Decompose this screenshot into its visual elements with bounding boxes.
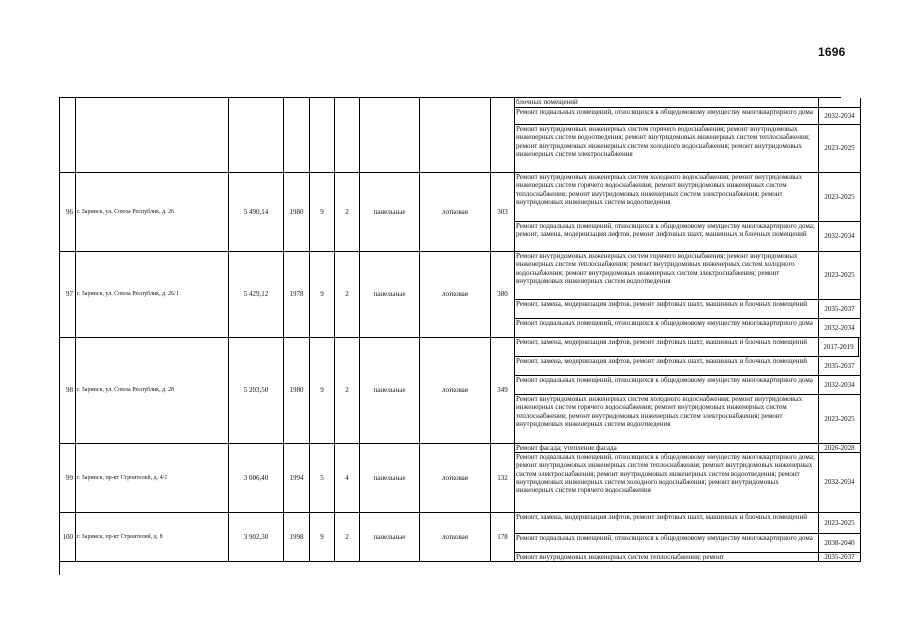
address-cell: г. Заринск, ул. Союза Республик, д. 28: [76, 338, 229, 444]
work-cell: Ремонт, замена, модернизация лифтов, ремонт лифтовых шахт, машинных и блочных помещений: [515, 357, 819, 376]
work-cell: Ремонт фасада; утепление фасада: [515, 444, 819, 453]
period-cell: 2023-2025: [819, 125, 861, 173]
roof-type-cell: лотковая: [420, 338, 491, 444]
entrances-cell: 2: [335, 513, 360, 562]
work-cell: Ремонт внутридомовых инженерных систем горячего водоснабжения; ремонт внутридомовых инженерных систем теплоснабжения; ремонт внутридомовых инженерных систем холодного водоснабжения; ремонт внутридомовых инженерных систем электроснабжения; ремонт внутридомовых инженерных систем водоотведения: [515, 252, 819, 300]
cont-entrances-cell: [335, 98, 360, 173]
row-number: 97: [60, 252, 76, 338]
wall-material-cell: панельные: [360, 173, 420, 252]
work-cell: Ремонт подвальных помещений, относящихся к общедомовому имуществу многоквартирного дома; ремонт, замена, модернизация лифтов, ремонт лифтовых шахт, машинных и блочных помещений: [515, 222, 819, 252]
cont-wall-cell: [360, 98, 420, 173]
entrances-cell: 2: [335, 252, 360, 338]
floors-cell: 9: [310, 338, 335, 444]
residents-cell: 303: [491, 173, 515, 252]
work-cell: Ремонт подвальных помещений, относящихся к общедомовому имуществу многоквартирного дома: [515, 108, 819, 125]
year-cell: 1998: [284, 513, 310, 562]
floors-cell: 9: [310, 173, 335, 252]
floors-cell: 5: [310, 444, 335, 513]
wall-material-cell: панельные: [360, 252, 420, 338]
roof-type-cell: лотковая: [420, 252, 491, 338]
year-cell: 1994: [284, 444, 310, 513]
address-cell: г. Заринск, пр-кт Строителей, д. 8: [76, 513, 229, 562]
period-cell: 2035-2037: [819, 357, 861, 376]
period-cell: 2023-2025: [819, 252, 861, 300]
area-cell: 5 429,12: [229, 252, 284, 338]
cont-floors-cell: [310, 98, 335, 173]
work-cell: Ремонт, замена, модернизация лифтов, ремонт лифтовых шахт, машинных и блочных помещений: [515, 338, 819, 357]
address-cell: г. Заринск, ул. Союза Республик, д. 26/1: [76, 252, 229, 338]
period-cell: 2026-2028: [819, 444, 861, 453]
wall-material-cell: панельные: [360, 444, 420, 513]
entrances-cell: 2: [335, 338, 360, 444]
capital-repair-table: [59, 97, 855, 575]
wall-material-cell: панельные: [360, 338, 420, 444]
area-cell: 3 902,30: [229, 513, 284, 562]
row-number: 96: [60, 173, 76, 252]
address-cell: г. Заринск, ул. Союза Республик, д. 26: [76, 173, 229, 252]
work-cell: Ремонт подвальных помещений, относящихся к общедомовому имуществу многоквартирного дома: [515, 534, 819, 553]
address-cell: г. Заринск, пр-кт Строителей, д. 4/1: [76, 444, 229, 513]
work-cell: Ремонт внутридомовых инженерных систем горячего водоснабжения; ремонт внутридомовых инженерных систем водоотведения; ремонт внутридомовых инженерных систем теплоснабжения; ремонт внутридомовых инженерных систем холодного водоснабжения; ремонт внутридомовых инженерных систем электроснабжения: [515, 125, 819, 173]
cont-address-cell: [76, 98, 229, 173]
row-number: 99: [60, 444, 76, 513]
cont-num-cell: [60, 98, 76, 173]
residents-cell: 178: [491, 513, 515, 562]
work-cell: Ремонт внутридомовых инженерных систем холодного водоснабжения; ремонт внутридомовых инженерных систем горячего водоснабжения; ремонт внутридомовых инженерных систем теплоснабжения; ремонт внутридомовых инженерных систем электроснабжения; ремонт внутридомовых инженерных систем водоотведения: [515, 173, 819, 222]
period-cell: 2032-2034: [819, 453, 861, 513]
entrances-cell: 4: [335, 444, 360, 513]
floors-cell: 9: [310, 513, 335, 562]
work-cell: Ремонт подвальных помещений, относящихся к общедомовому имуществу многоквартирного дома; ремонт внутридомовых инженерных систем теплоснабжения; ремонт внутридомовых инженерных систем электроснабжения; ремонт внутридомовых инженерных систем водоотведения; ремонт внутридомовых инженерных систем холодного водоснабжения; ремонт внутридомовых инженерных систем горячего водоснабжения: [515, 453, 819, 513]
wall-material-cell: панельные: [360, 513, 420, 562]
work-cell: Ремонт внутридомовых инженерных систем теплоснабжения; ремонт: [515, 553, 819, 562]
area-cell: 5 203,50: [229, 338, 284, 444]
row-number: 100: [60, 513, 76, 562]
period-cell: 2023-2025: [819, 513, 861, 534]
cont-year-cell: [284, 98, 310, 173]
residents-cell: 349: [491, 338, 515, 444]
period-cell: 2023-2025: [819, 173, 861, 222]
work-cell: Ремонт внутридомовых инженерных систем холодного водоснабжения; ремонт внутридомовых инженерных систем горячего водоснабжения; ремонт внутридомовых инженерных систем теплоснабжения; ремонт внутридомовых инженерных систем электроснабжения; ремонт внутридомовых инженерных систем водоотведения: [515, 395, 819, 444]
roof-type-cell: лотковая: [420, 444, 491, 513]
period-cell: 2035-2037: [819, 553, 861, 562]
roof-type-cell: лотковая: [420, 173, 491, 252]
row-number: 98: [60, 338, 76, 444]
period-cell: 2032-2034: [819, 108, 861, 125]
work-cell: Ремонт подвальных помещений, относящихся к общедомовому имуществу многоквартирного дома: [515, 319, 819, 338]
cont-residents-cell: [491, 98, 515, 173]
year-cell: 1980: [284, 338, 310, 444]
year-cell: 1978: [284, 252, 310, 338]
year-cell: 1980: [284, 173, 310, 252]
period-cell: 2038-2040: [819, 534, 861, 553]
period-cell: 2032-2034: [819, 376, 861, 395]
cont-roof-cell: [420, 98, 491, 173]
work-cell: Ремонт, замена, модернизация лифтов, ремонт лифтовых шахт, машинных и блочных помещений: [515, 513, 819, 534]
period-cell: 2032-2034: [819, 319, 861, 338]
area-cell: 5 490,14: [229, 173, 284, 252]
residents-cell: 132: [491, 444, 515, 513]
area-cell: 3 006,40: [229, 444, 284, 513]
period-cell: [819, 98, 861, 108]
period-cell: 2023-2025: [819, 395, 861, 444]
period-cell: 2035-2037: [819, 300, 861, 319]
period-cell: 2017-2019: [819, 338, 861, 357]
cont-area-cell: [229, 98, 284, 173]
page-number: 1696: [818, 45, 846, 59]
work-cell: блочных помещений: [515, 98, 819, 108]
entrances-cell: 2: [335, 173, 360, 252]
residents-cell: 380: [491, 252, 515, 338]
roof-type-cell: лотковая: [420, 513, 491, 562]
period-cell: 2032-2034: [819, 222, 861, 252]
work-cell: Ремонт, замена, модернизация лифтов, ремонт лифтовых шахт, машинных и блочных помещений: [515, 300, 819, 319]
work-cell: Ремонт подвальных помещений, относящихся к общедомовому имуществу многоквартирного дома: [515, 376, 819, 395]
floors-cell: 9: [310, 252, 335, 338]
